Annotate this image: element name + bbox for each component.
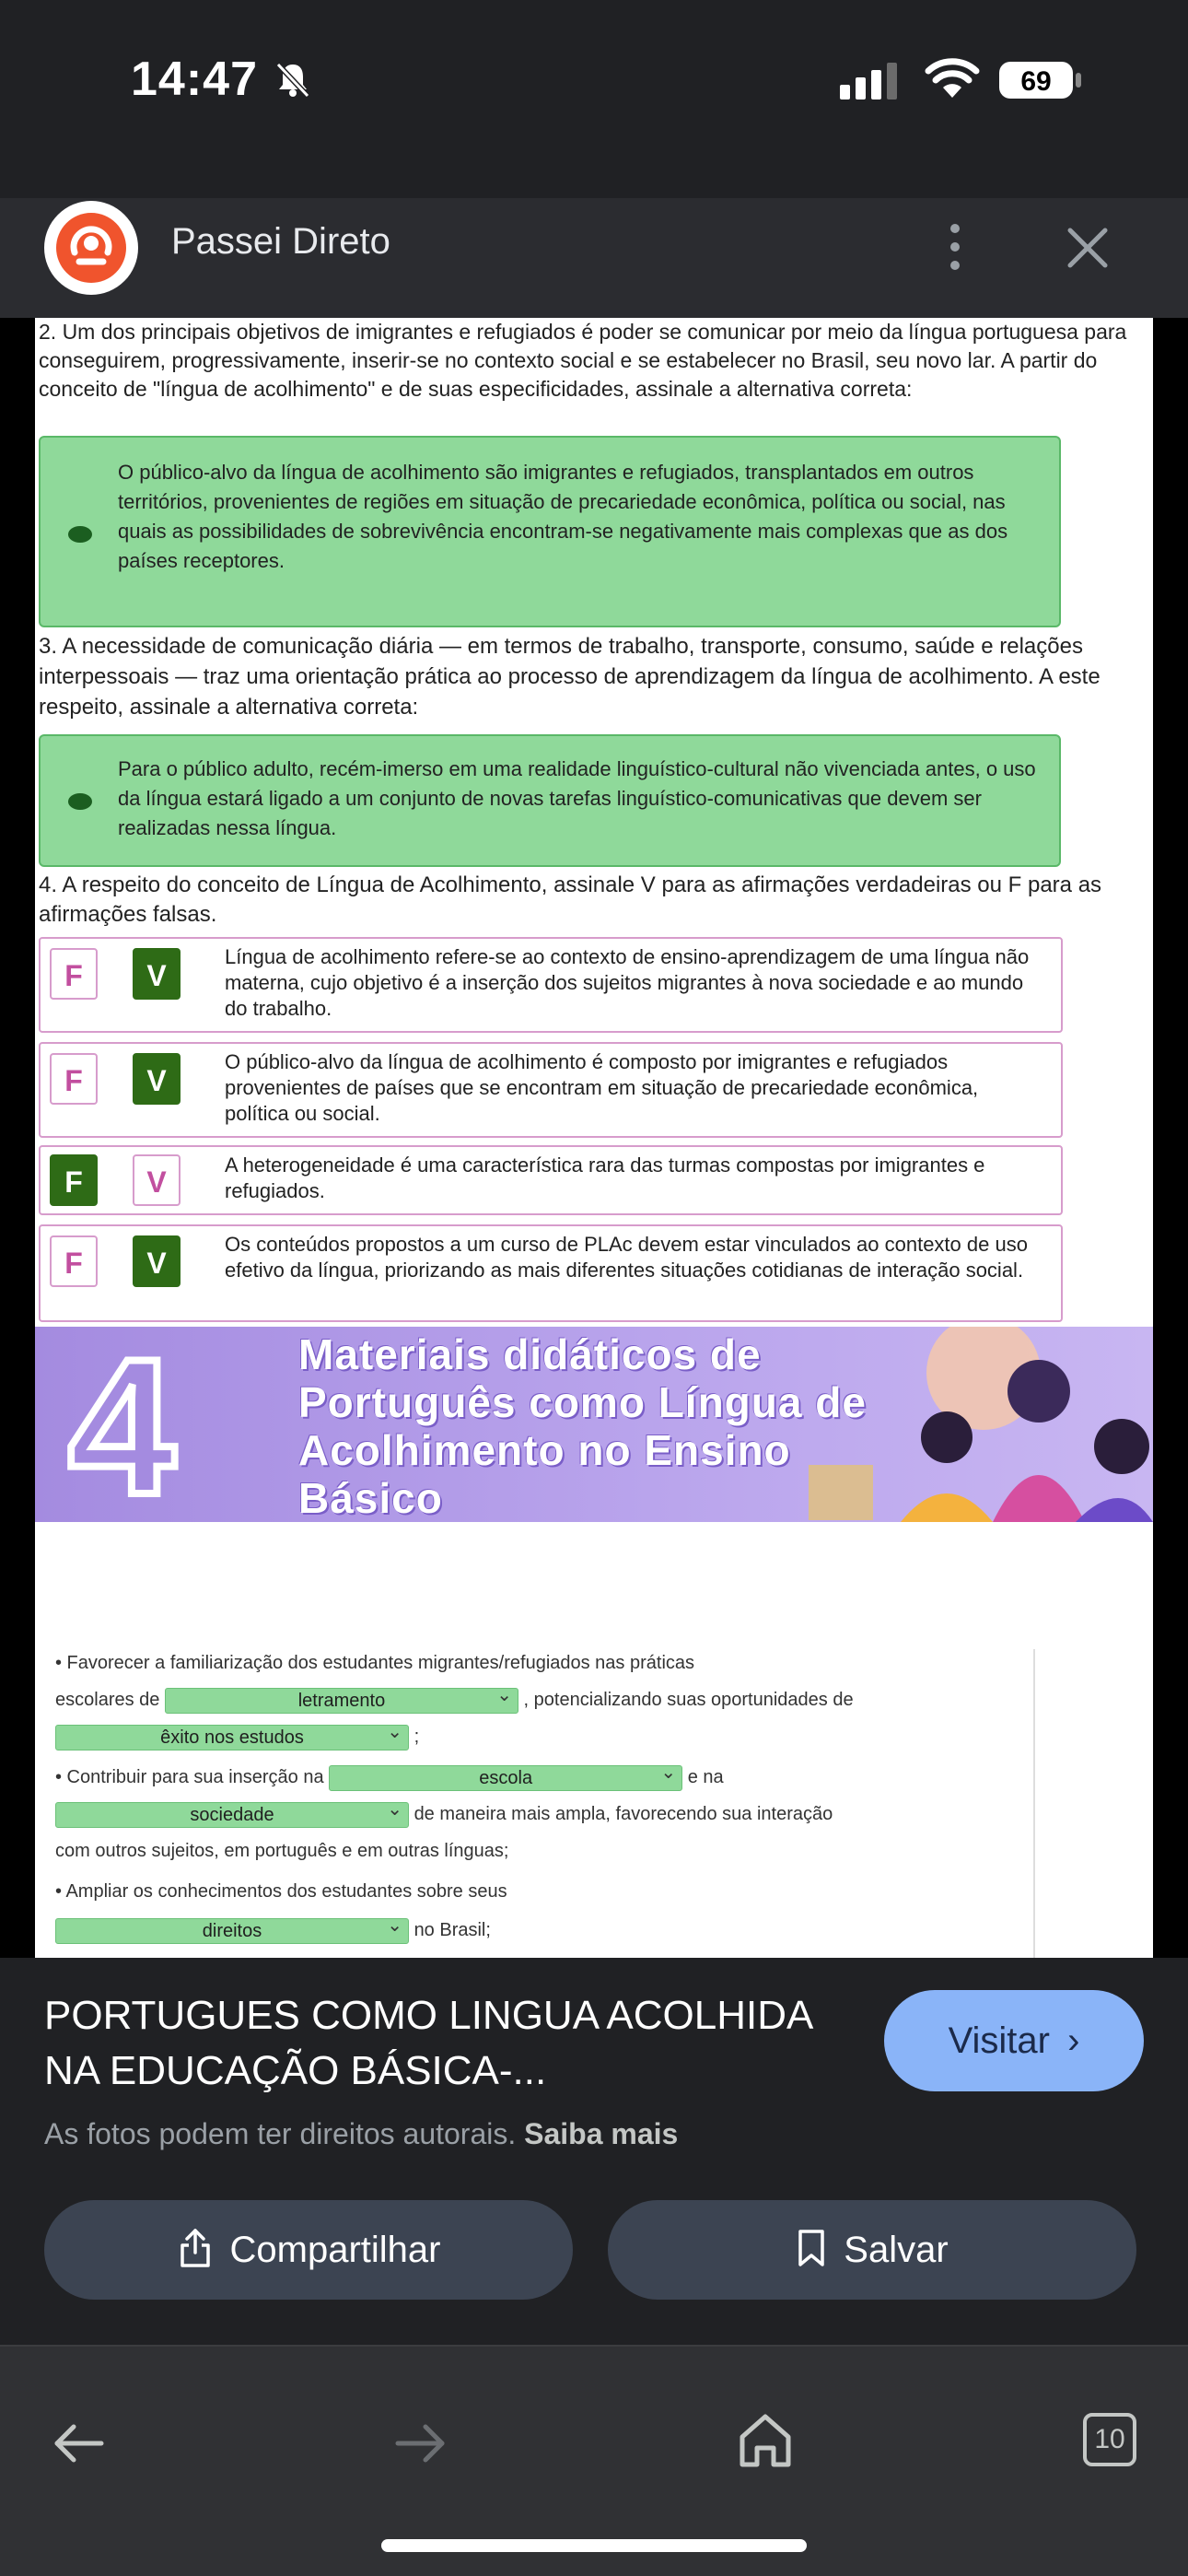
tf-item (39, 1042, 1063, 1138)
dropdown-sociedade[interactable]: sociedade ⌄ (55, 1802, 409, 1828)
exercise-text: , potencializando suas oportunidades de (523, 1690, 854, 1710)
tf-item (39, 1145, 1063, 1215)
close-icon[interactable] (1065, 225, 1111, 271)
exercise-text: e na (687, 1767, 724, 1787)
signal-icon (840, 61, 901, 101)
true-box: V (133, 1053, 181, 1105)
tab-count: 10 (1094, 2424, 1125, 2454)
selected-radio-icon (68, 526, 92, 543)
tf-item-text: Língua de acolhimento refere-se ao contexto de ensino-aprendizagem de uma língua não materna, cujo objetivo é a inserção dos sujeitos migrantes à nova sociedade e ao mundo do trabalho. (225, 945, 1030, 1020)
site-name[interactable]: Passei Direto (171, 221, 390, 262)
battery-icon (998, 59, 1083, 101)
result-title[interactable]: PORTUGUES COMO LINGUA ACOLHIDA NA EDUCAÇÃO BÁSICA-... (44, 1993, 811, 2093)
visit-button[interactable] (884, 1990, 1144, 2091)
share-icon (177, 2227, 214, 2269)
battery-level: 69 (1020, 66, 1052, 97)
more-vert-icon[interactable] (938, 221, 973, 273)
exercise-line: • Ampliar os conhecimentos dos estudantes sobre seus (55, 1881, 507, 1902)
image-preview[interactable] (0, 318, 1188, 1958)
exercise-line: com outros sujeitos, em português e em outras línguas; (55, 1841, 509, 1861)
dropdown-direitos[interactable]: direitos ⌄ (55, 1918, 409, 1944)
exercise-text: de maneira mais ampla, favorecendo sua interação (413, 1804, 833, 1824)
question-3: 3. A necessidade de comunicação diária — em termos de trabalho, transporte, consumo, saúde e relações interpessoais — traz uma orientação prática ao processo de aprendizagem da língua de acolhimento. A este respeito, assinale a alternativa correta: (39, 634, 1101, 720)
banner-line: Português como Língua de (298, 1378, 867, 1426)
tf-item (39, 937, 1063, 1033)
true-box: V (133, 1235, 181, 1287)
false-box: F (50, 1154, 98, 1206)
dropdown-exito[interactable]: êxito nos estudos ⌄ (55, 1725, 409, 1751)
fill-in-exercise (55, 1649, 1035, 1958)
tabs-icon[interactable] (1083, 2413, 1136, 2466)
passei-direto-logo (44, 201, 138, 295)
banner-line: Acolhimento no Ensino (298, 1426, 791, 1474)
share-button[interactable] (44, 2200, 573, 2300)
wifi-icon (925, 57, 980, 100)
question-2: 2. Um dos principais objetivos de imigrantes e refugiados é poder se comunicar por meio da língua portuguesa para conseguirem, progressivamente, inserir-se no contexto social e se estabelecer no Brasil, seu novo lar. A partir do conceito de "língua de acolhimento" e de suas especificidades, assinale a alternativa correta: (39, 320, 1127, 401)
answer-2 (39, 436, 1061, 627)
exercise-line: • Favorecer a familiarização dos estudantes migrantes/refugiados nas práticas (55, 1653, 695, 1673)
banner-line: Básico (298, 1474, 443, 1522)
exercise-text: • Contribuir para sua inserção na (55, 1767, 324, 1787)
answer-3 (39, 734, 1061, 867)
question-4: 4. A respeito do conceito de Língua de Acolhimento, assinale V para as afirmações verdadeiras ou F para as afirmações falsas. (39, 872, 1102, 927)
save-label: Salvar (844, 2230, 949, 2270)
bookmark-icon (796, 2228, 827, 2268)
status-time: 14:47 (131, 53, 258, 106)
false-box: F (50, 1053, 98, 1105)
tf-item-text: O público-alvo da língua de acolhimento é composto por imigrantes e refugiados provenientes de países que se encontram em situação de precariedade econômica, política ou social. (225, 1050, 979, 1125)
copyright-text: As fotos podem ter direitos autorais. (44, 2117, 517, 2150)
save-button[interactable] (608, 2200, 1136, 2300)
chapter-number: 4 (68, 1327, 176, 1522)
home-icon[interactable] (737, 2411, 794, 2470)
bell-off-icon (273, 59, 313, 100)
share-label: Compartilhar (229, 2230, 441, 2270)
exercise-text: no Brasil; (413, 1920, 491, 1940)
learn-more-link[interactable]: Saiba mais (524, 2117, 679, 2150)
forward-arrow-icon[interactable] (394, 2420, 448, 2466)
dropdown-escola[interactable]: escola ⌄ (329, 1765, 682, 1791)
exercise-text: escolares de (55, 1690, 160, 1710)
tf-item-text: A heterogeneidade é uma característica rara das turmas compostas por imigrantes e refugiados. (225, 1153, 985, 1202)
tf-item-text: Os conteúdos propostos a um curso de PLAc devem estar vinculados ao contexto de uso efetivo da língua, priorizando as mais diferentes situações cotidianas de interação social. (225, 1233, 1028, 1282)
true-box: V (133, 948, 181, 1000)
chapter-banner (35, 1327, 1153, 1522)
answer-3-text: Para o público adulto, recém-imerso em uma realidade linguístico-cultural não vivenciada antes, o uso da língua estará ligado a um conjunto de novas tarefas linguístico-comunicativas que devem ser realizadas nessa língua. (118, 757, 1036, 839)
selected-radio-icon (68, 793, 92, 810)
answer-2-text: O público-alvo da língua de acolhimento são imigrantes e refugiados, transplantados em outros territórios, provenientes de regiões em situação de precariedade econômica, política ou social, nas quais as possibilidades de sobrevivência encontram-se negativamente mais complexas que as dos países receptores. (118, 461, 1008, 572)
dropdown-letramento[interactable]: letramento ⌄ (165, 1688, 518, 1714)
home-indicator[interactable] (381, 2539, 807, 2552)
chevron-right-icon: › (1067, 2020, 1080, 2061)
visit-label: Visitar (948, 2020, 1050, 2061)
document-page (35, 318, 1153, 1958)
false-box: F (50, 948, 98, 1000)
false-box: F (50, 1235, 98, 1287)
exercise-text: ; (413, 1727, 420, 1747)
banner-line: Materiais didáticos de (298, 1330, 762, 1378)
true-box: V (133, 1154, 181, 1206)
back-arrow-icon[interactable] (52, 2420, 105, 2466)
status-bar (0, 0, 1188, 157)
copyright-line (44, 2117, 678, 2151)
tf-item (39, 1224, 1063, 1322)
